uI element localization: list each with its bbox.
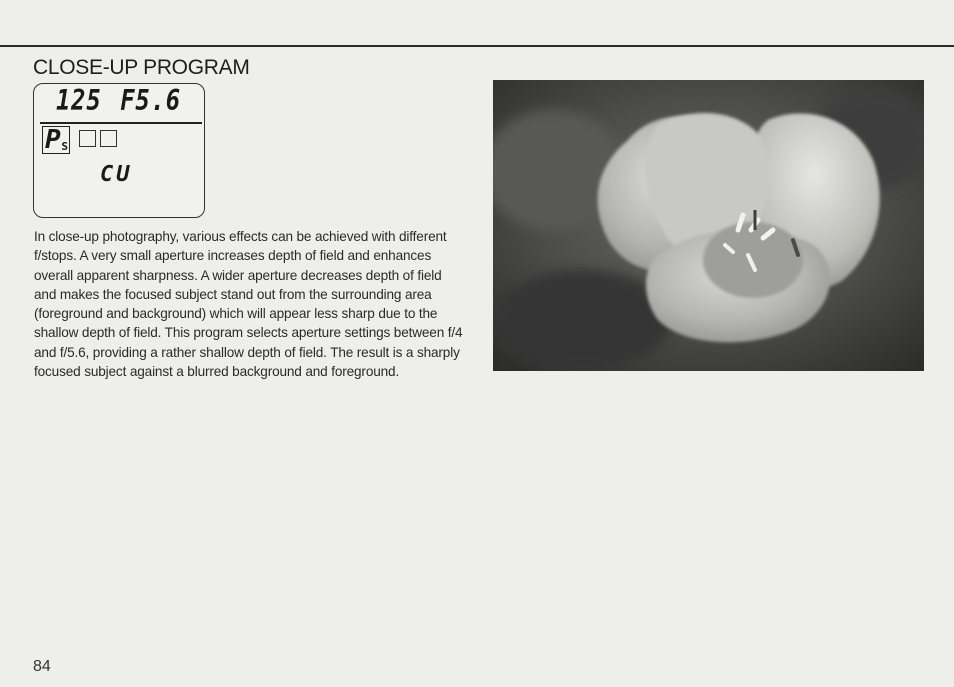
lcd-segment-box-2 bbox=[100, 130, 117, 147]
lcd-mode-letter: P bbox=[45, 125, 61, 155]
tulip-photo bbox=[493, 80, 924, 371]
lcd-panel bbox=[33, 83, 205, 218]
lcd-mode-subscript: S bbox=[61, 140, 68, 153]
lcd-top-readout bbox=[56, 84, 181, 117]
page-number: 84 bbox=[33, 658, 51, 675]
lcd-mode-indicator bbox=[42, 126, 70, 154]
lcd-segment-box-1 bbox=[79, 130, 96, 147]
lcd-divider bbox=[40, 122, 202, 124]
body-paragraph: In close-up photography, various effects can be achieved with different f/stops. A very small aperture increases depth of field and enhances overall apparent sharpness. A wider aperture decreases depth of field and makes the focused subject stand out from the surrounding area (foreground and background) which will appear less sharp due to the shallow depth of field. This program selects aperture settings between f/4 and f/5.6, providing a rather shallow depth of field. The result is a sharply focused subject against a blurred background and foreground. bbox=[34, 229, 463, 380]
lcd-program-code: CU bbox=[100, 162, 133, 187]
lcd-aperture: F5.6 bbox=[120, 84, 181, 117]
tulip-image bbox=[493, 80, 924, 371]
lcd-shutter-speed: 125 bbox=[56, 84, 102, 117]
page-title: CLOSE-UP PROGRAM bbox=[33, 56, 250, 79]
top-rule bbox=[0, 45, 954, 47]
